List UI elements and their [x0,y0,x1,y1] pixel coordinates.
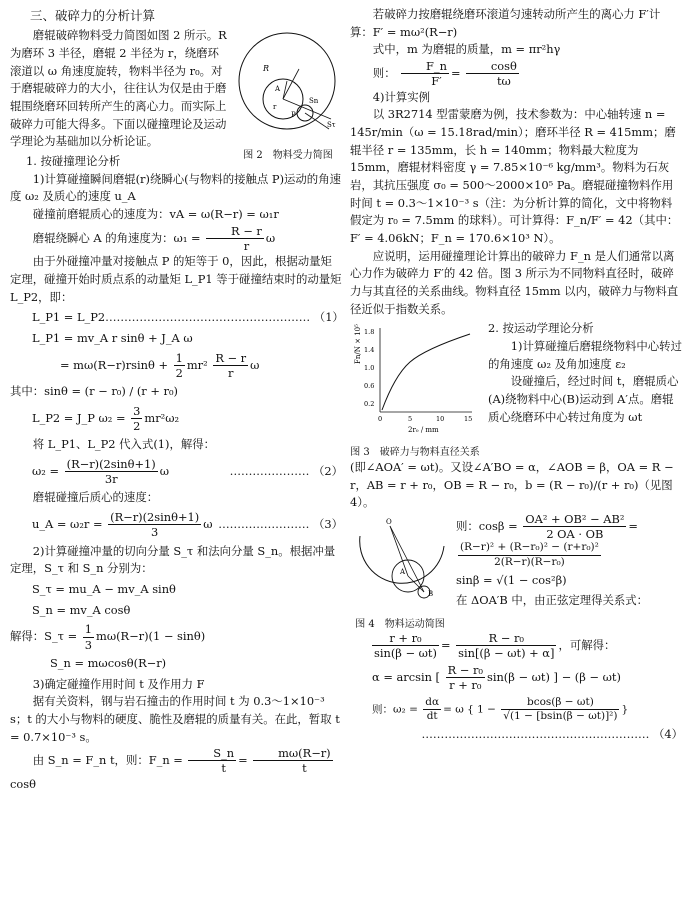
svg-text:Sτ: Sτ [327,121,336,130]
paragraph: 碰撞前磨辊质心的速度为：vA = ω(R−r) = ω₁r [32,207,279,222]
paragraph: 3)确定碰撞作用时间 t 及作用力 F [32,676,205,691]
equation-line: L_P1 = mv_A r sinθ + J_A ω [32,330,193,345]
equation-line: α = arcsin [ $\frac{\text{R − r₀}}{\text{r + r₀}}$ sin(β − ωt) ] − (β − ωt) [372,663,621,693]
paragraph: 1)计算碰撞后磨辊绕物料中心转过的角速度 ω₂ 及角加速度 ε₂ [488,338,682,371]
paragraph: 式中，m 为磨辊的质量，m = πr²hγ [372,42,561,57]
fig3-xtick: 5 [408,415,413,424]
equation-4-number: …………………………………………………… （4） [421,726,683,741]
paragraph: 若破碎力按磨辊绕磨环滚道匀速转动所产生的离心力 F′计算：F′ = mω²(R−r) [350,7,661,39]
fig3-xlabel: 2r₀ / mm [408,426,439,435]
figure-2 [233,29,343,162]
equation-line: L_P2 = J_P ω₂ = $\frac{3}{2}$ mr²ω₂ [32,403,180,434]
paragraph: 由于外碰撞冲量对接触点 P 的矩等于 0，因此，根据动量矩定理，碰撞开始时质点系的动量矩 L_P1 等于碰撞结束时的动量矩 L_P2，即： [10,254,342,304]
paragraph: 在 ΔOA′B 中，由正弦定理得关系式： [456,593,649,608]
section-title: 三、破碎力的分析计算 [30,8,156,23]
svg-text:r: r [273,103,277,112]
equation-line: S_n = mωcosθ(R−r) [50,655,167,670]
heading-kinematics: 2. 按运动学理论分析 [488,321,594,336]
heading-collision-theory: 1. 按碰撞理论分析 [26,154,121,169]
figure-3 [350,320,480,459]
motion-diagram [350,516,450,612]
equation-line: 则： $\frac{F\_n}{F'}$ = $\frac{\cos\theta}{t\omega}$ [372,59,517,89]
equation-line: 由 S_n = F_n t，则：F_n = $\frac{S\_n}{t}$ = $\frac{m\omega(R-r)}{t}$ cosθ [10,746,331,791]
svg-text:Sn: Sn [309,97,319,106]
paragraph: 据有关资料，钢与岩石撞击的作用时间 t 为 0.3～1×10⁻³ s；t 的大小与物料的硬度、脆性及磨辊的质量有关。在此，暂取 t = 0.7×10⁻³ s。 [10,694,340,744]
paragraph: 以 3R2714 型雷蒙磨为例，技术参数为：中心轴转速 n = 145r/min（ω = 15.18rad/min）；磨环半径 R = 415mm；磨辊半径 r = 135mm，长 h = 140mm；物料最大粒度为 15mm，磨辊材料密度 γ = 7.85×10⁻⁶ kg/mm³。物料为石灰岩，其抗压强度 σ₀ = 500～2000×10⁵ Pa。磨辊碰撞物料作用时间 t = 0.3～1×10⁻³ s（注：为分析计算的简化，文中将物料假定为 r₀ = 7.5mm 的球料）。可计算得：F_n/F′ = 42（其中：F′ = 4.06kN；F_n = 170.6×10³ N）。 [350,107,679,245]
paragraph: 将 L_P1、L_P2 代入式(1)，解得： [32,437,216,452]
subheading: 4)计算实例 [372,89,431,104]
fig3-ytick: 1.0 [364,364,375,373]
left-column [10,6,343,793]
paragraph: 应说明，运用碰撞理论计算出的破碎力 F_n 是人们通常以离心力作为破碎力 F′的 42 倍。图 3 所示为不同物料直径时，破碎力与其直径的关系曲线。物料直径 15mm 以内，破碎力与物料直径近似于指数关系。 [350,248,679,316]
paragraph: 1)计算碰撞瞬间磨辊(r)绕瞬心(与物料的接触点 P)运动的角速度 ω₂ 及质心的速度 u_A [10,171,341,204]
equation-line: S_n = mv_A cosθ [32,602,131,617]
equation-line: S_τ = mu_A − mv_A sinθ [32,581,176,596]
force-diagram [233,29,343,149]
fig3-ylabel: Fn/N × 10⁵ [354,324,362,365]
fig3-ytick: 1.8 [364,328,375,337]
equation-line: 则：ω₂ = $\frac{d\alpha}{dt}$ = ω { 1 − $\frac{bcos(\beta - \omega t)}{\text{√(1 − [bsin(β − ωt)]²)}}$ } [372,695,629,722]
svg-text:P: P [291,111,296,120]
right-column [350,6,683,744]
paragraph: 2)计算碰撞冲量的切向分量 S_τ 和法向分量 S_n。根据冲量定理，S_τ 和 S_n 分别为： [10,543,336,576]
equation-line: = mω(R−r)rsinθ + $\frac{1}{2}$ mr² $\frac{R - r}{r}$ ω [60,350,260,380]
figure-3-chart [350,320,480,440]
svg-text:A: A [400,567,406,576]
paragraph: 其中：sinθ = (r − r₀) / (r + r₀) [10,384,178,399]
equation-line: $\frac{\text{(R−r)² + (R−r₀)² − (r+r₀)²}}{\text{2(R−r)(R−r₀)}}$ [460,541,599,568]
equation-1: L_P1 = L_P2 ……………………………………………… （1） [32,310,344,325]
intro-paragraph: 磨辊破碎物料受力简图如图 2 所示。R 为磨环 3 半径，磨辊 2 半径为 r，绕磨环滚道以 ω 角速度旋转，物料半径为 r₀。对于磨辊破碎力的大小，往往认为仅是由于磨辊围绕磨环回转所产生的离心力。而实际上破碎力可能大得多。下面以碰撞理论及运动学理论为基础加以分析论证。 [10,28,227,149]
svg-text:B: B [428,589,434,598]
equation-line: sinβ = √(1 − cos²β) [456,572,567,587]
equation-3: u_A = ω₂r = $\frac{(R-r)(2\sin\theta+1)}{3}$ ω …………………… （3） [32,510,343,540]
figure-4 [350,516,450,631]
equation-line: $\frac{\text{r + r₀}}{\sin(\beta - \omega t)}$ = $\frac{\text{R − r₀}}{\sin[(\beta - \omega t) + \alpha]}$ ，可解得： [374,630,616,660]
equation-line: 解得：S_τ = $\frac{1}{3}$ mω(R−r)(1 − sinθ) [10,622,206,652]
figure-2-caption: 图 2 物料受力简图 [243,150,333,162]
fig3-ytick: 0.6 [364,382,375,391]
equation-2: ω₂ = $\frac{(R-r)(2\sin\theta+1)}{3r}$ ω ………………… （2） [32,456,343,487]
fig3-curve [382,334,470,410]
figure-3-caption: 图 3 破碎力与物料直径关系 [350,446,480,458]
fig3-xtick: 15 [464,415,473,424]
svg-text:R: R [263,64,270,74]
paragraph: (即∠AOA′ = ωt)。又设∠A′BO = α，∠AOB = β，OA = R − r，AB = r + r₀，OB = R − r₀，b = (R − r₀)/(r + r₀)（见图 4）。 [350,459,674,510]
paragraph: 设碰撞后，经过时间 t，磨辊质心(A)绕物料中心(B)运动到 A′点。磨辊质心绕磨环中心转过角度为 ωt [488,374,679,424]
svg-text:A: A [275,85,281,94]
svg-text:O: O [386,517,392,526]
fig3-xtick: 10 [436,415,445,424]
figure-4-caption: 图 4 物料运动简图 [355,618,445,630]
fig3-ytick: 0.2 [364,400,375,409]
equation-line: 则：cosβ = $\frac{\text{OA² + OB² − AB²}}{2 OA \cdot OB}$ = [456,511,638,542]
fig3-ytick: 1.4 [364,346,375,355]
paragraph: 磨辊碰撞后质心的速度： [32,490,159,505]
equation-line: 磨辊绕瞬心 A 的角速度为：ω₁ = $\frac{R - r}{r}$ ω [32,223,276,254]
fig3-xtick: 0 [378,415,383,424]
